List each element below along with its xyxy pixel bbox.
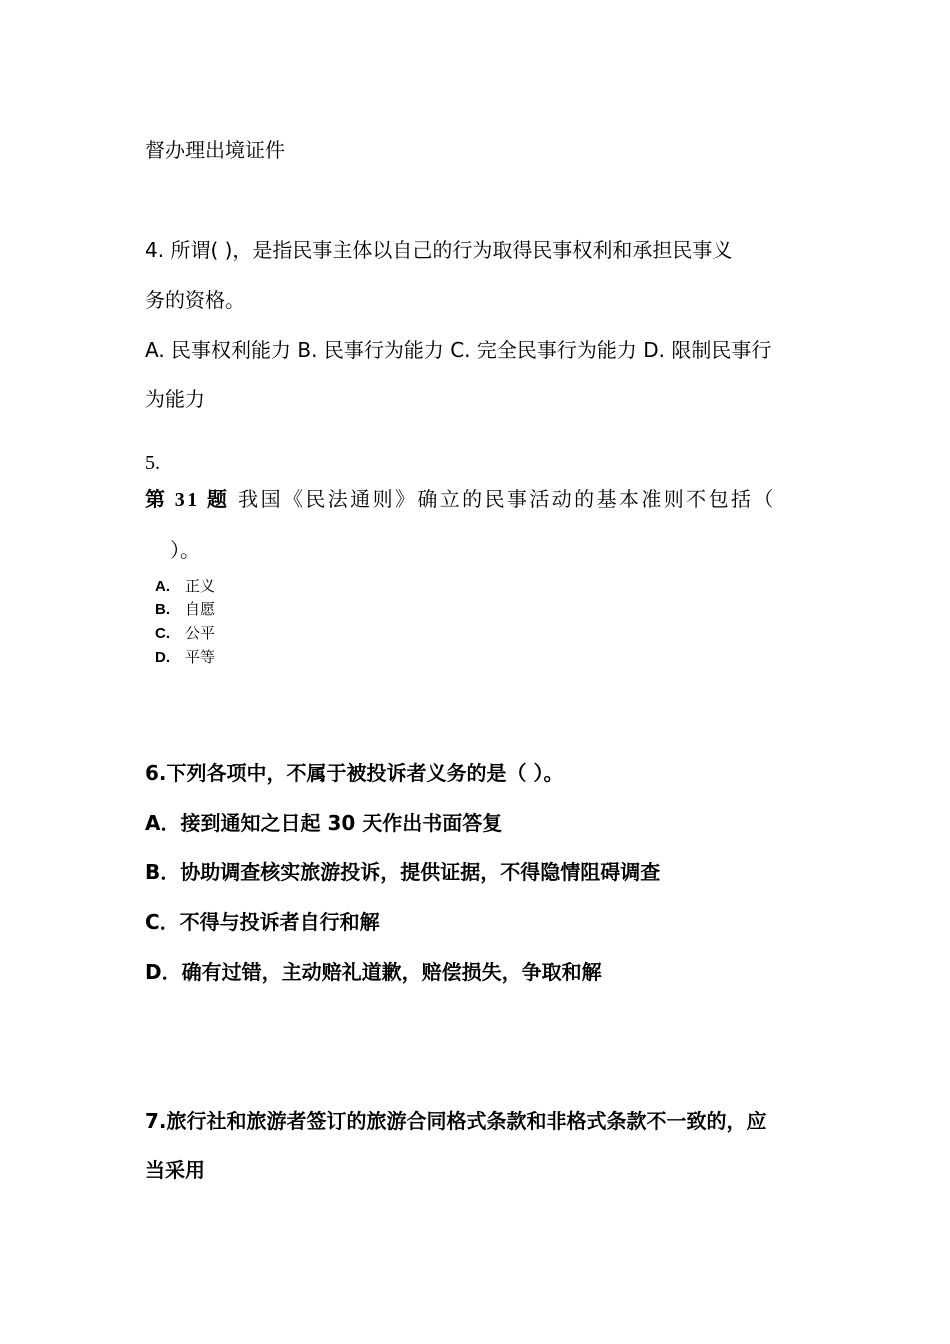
q4-stem-line2: 务的资格。 <box>145 288 245 312</box>
q4-options-line2: 为能力 <box>145 387 205 411</box>
q5-option-d <box>155 646 215 669</box>
q6-option-a: A．接到通知之日起 30 天作出书面答复 <box>145 811 503 835</box>
q5-option-letter: D. <box>155 649 170 666</box>
q5-option-letter: A. <box>155 578 170 595</box>
q4-options-line1: A. 民事权利能力 B. 民事行为能力 C. 完全民事行为能力 D. 限制民事行 <box>145 338 772 362</box>
q5-option-text: 公平 <box>185 624 216 642</box>
q5-option-a <box>155 575 215 598</box>
q6-option-b: B．协助调查核实旅游投诉，提供证据，不得隐情阻碍调查 <box>145 860 661 884</box>
q5-stem-line1 <box>145 486 776 513</box>
q7-stem-line2: 当采用 <box>145 1158 205 1182</box>
q5-option-letter: B. <box>155 601 170 618</box>
q5-stem-line2: ）。 <box>170 538 200 562</box>
q5-stem-text: 我国《民法通则》确立的民事活动的基本准则不包括（ <box>238 487 776 511</box>
q4-stem-line1: 4. 所谓( )，是指民事主体以自己的行为取得民事权利和承担民事义 <box>145 238 733 262</box>
q5-option-b <box>155 598 215 621</box>
q5-option-text: 正义 <box>185 577 216 595</box>
q6-option-c: C．不得与投诉者自行和解 <box>145 910 380 934</box>
q5-option-text: 自愿 <box>185 600 216 618</box>
q5-option-letter: C. <box>155 625 170 642</box>
q3-tail-text: 督办理出境证件 <box>145 138 285 162</box>
q5-option-text: 平等 <box>185 648 216 666</box>
q6-option-d: D．确有过错，主动赔礼道歉，赔偿损失，争取和解 <box>145 960 602 984</box>
q5-option-c <box>155 622 215 645</box>
q5-number: 5. <box>145 452 160 474</box>
q5-prefix: 第 31 题 <box>145 489 230 511</box>
q6-stem: 6.下列各项中，不属于被投诉者义务的是（ ）。 <box>145 761 564 785</box>
q7-stem-line1: 7.旅行社和旅游者签订的旅游合同格式条款和非格式条款不一致的，应 <box>145 1109 767 1133</box>
